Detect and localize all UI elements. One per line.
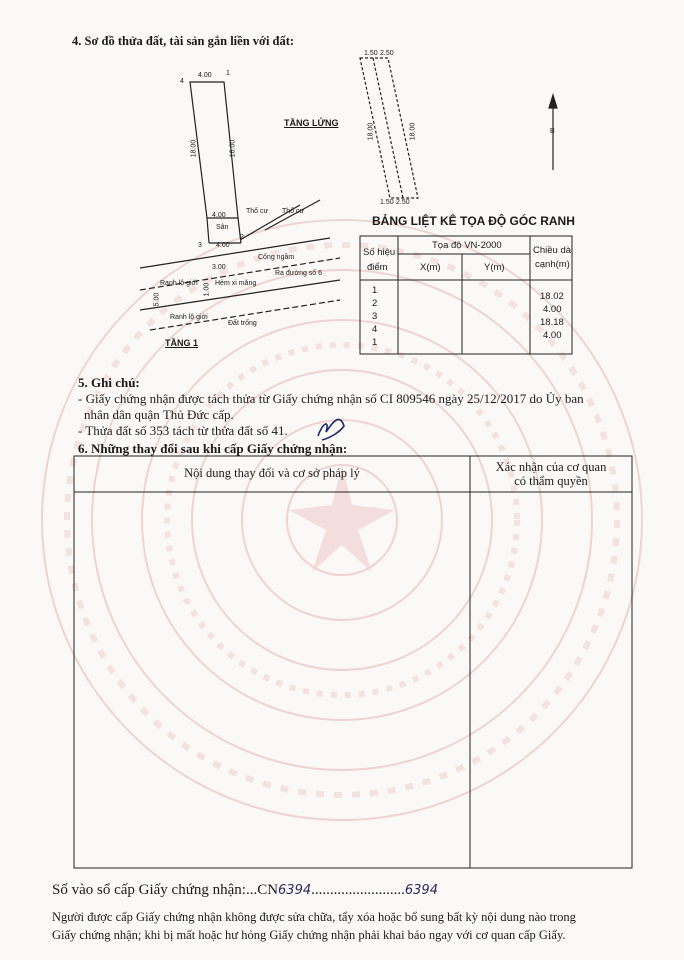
- mezzanine-label: TẦNG LỬNG: [284, 118, 339, 128]
- register-handwritten-2: 6394: [404, 883, 438, 898]
- col-system: Tọa độ VN-2000: [432, 240, 502, 251]
- col-point-l2: điểm: [367, 262, 388, 273]
- dim-m-side2: 2.50: [380, 50, 394, 57]
- register-prefix: CN: [257, 882, 279, 898]
- warning-line-2: Giấy chứng nhận; khi bị mất hoặc hư hỏng Giấy chứng nhận phải khai báo ngay với cơ quan cấp Giấy.: [52, 928, 566, 942]
- col-len-l1: Chiều dài: [533, 245, 574, 256]
- col-point-l1: Số hiệu: [363, 247, 396, 258]
- corner-4: 4: [180, 78, 184, 85]
- col-y: Y(m): [484, 262, 505, 273]
- corner-2: 2: [240, 234, 244, 241]
- label-tho-cu-1: Thổ cư: [246, 208, 269, 215]
- dim-length-right: 18.00: [229, 139, 237, 158]
- changes-col-confirm-l2: có thẩm quyền: [514, 474, 588, 488]
- length-4: 4.00: [543, 330, 562, 341]
- label-boundary-1: Ranh lộ giới: [160, 280, 198, 287]
- point-1: 1: [372, 285, 378, 296]
- dim-road: 5.00: [153, 292, 161, 307]
- note-line-3: - Thửa đất số 353 tách từ thửa đất số 41.: [78, 423, 288, 438]
- label-tho-cu-2: Thổ cư: [282, 208, 305, 215]
- col-x: X(m): [420, 262, 441, 273]
- dim-yard-width: 4.00: [212, 212, 226, 219]
- changes-col-content: Nội dung thay đổi và cơ sở pháp lý: [184, 466, 360, 480]
- dim-m-len1: 18.00: [367, 122, 375, 141]
- warning-line-1: Người được cấp Giấy chứng nhận không được sửa chữa, tẩy xóa hoặc bổ sung bất kỳ nội dung nào trong: [52, 910, 576, 924]
- section5-title: 5. Ghi chú:: [78, 375, 140, 390]
- coords-title: BẢNG LIỆT KÊ TỌA ĐỘ GÓC RANH: [372, 214, 575, 228]
- length-3: 18.18: [540, 317, 564, 328]
- register-label: Số vào sổ cấp Giấy chứng nhận:: [52, 882, 246, 898]
- label-to-road: Ra đường số 6: [275, 270, 323, 277]
- section4-title: 4. Sơ đồ thửa đất, tài sản gắn liền với đất:: [72, 34, 295, 48]
- length-1: 18.02: [540, 291, 564, 302]
- ground-floor-label: TẦNG 1: [165, 338, 199, 348]
- dim-length-left: 18.00: [190, 139, 198, 158]
- dim-offset: 1.00: [203, 282, 211, 297]
- col-len-l2: cạnh(m): [535, 259, 570, 270]
- changes-col-confirm-l1: Xác nhận của cơ quan: [495, 460, 607, 474]
- register-handwritten: 6394: [278, 883, 312, 898]
- north-icon: B: [550, 128, 555, 135]
- dim-lane: 3.00: [212, 264, 226, 271]
- label-yard: Sân: [216, 224, 229, 231]
- point-5: 1: [372, 337, 378, 348]
- dim-m-len2: 18.00: [409, 122, 417, 141]
- point-3: 3: [372, 311, 378, 322]
- dim-m-bot1: 1.50: [380, 199, 394, 206]
- dim-m-bot2: 2.50: [396, 199, 410, 206]
- label-alley: Hẻm xi măng: [215, 280, 257, 287]
- label-boundary-2: Ranh lộ giới: [170, 314, 208, 321]
- corner-3: 3: [198, 242, 202, 249]
- dim-width-top: 4.00: [198, 72, 212, 79]
- label-drain: Cống ngầm: [258, 254, 295, 261]
- point-2: 2: [372, 298, 378, 309]
- label-empty-land: Đất trống: [228, 320, 257, 327]
- corner-1: 1: [226, 70, 230, 77]
- dim-m-side1: 1.50: [364, 50, 378, 57]
- note-line-2: nhân dân quận Thủ Đức cấp.: [84, 407, 234, 422]
- note-line-1: - Giấy chứng nhận được tách thửa từ Giấy chứng nhận số CI 809546 ngày 25/12/2017 do Ủy ban: [78, 391, 584, 406]
- register-number-line: Số vào sổ cấp Giấy chứng nhận:...CN6394.........................6394: [52, 882, 438, 898]
- dim-width-bottom: 4.00: [216, 242, 230, 249]
- point-4: 4: [372, 324, 378, 335]
- section6-title: 6. Những thay đổi sau khi cấp Giấy chứng nhận:: [78, 441, 348, 456]
- length-2: 4.00: [543, 304, 562, 315]
